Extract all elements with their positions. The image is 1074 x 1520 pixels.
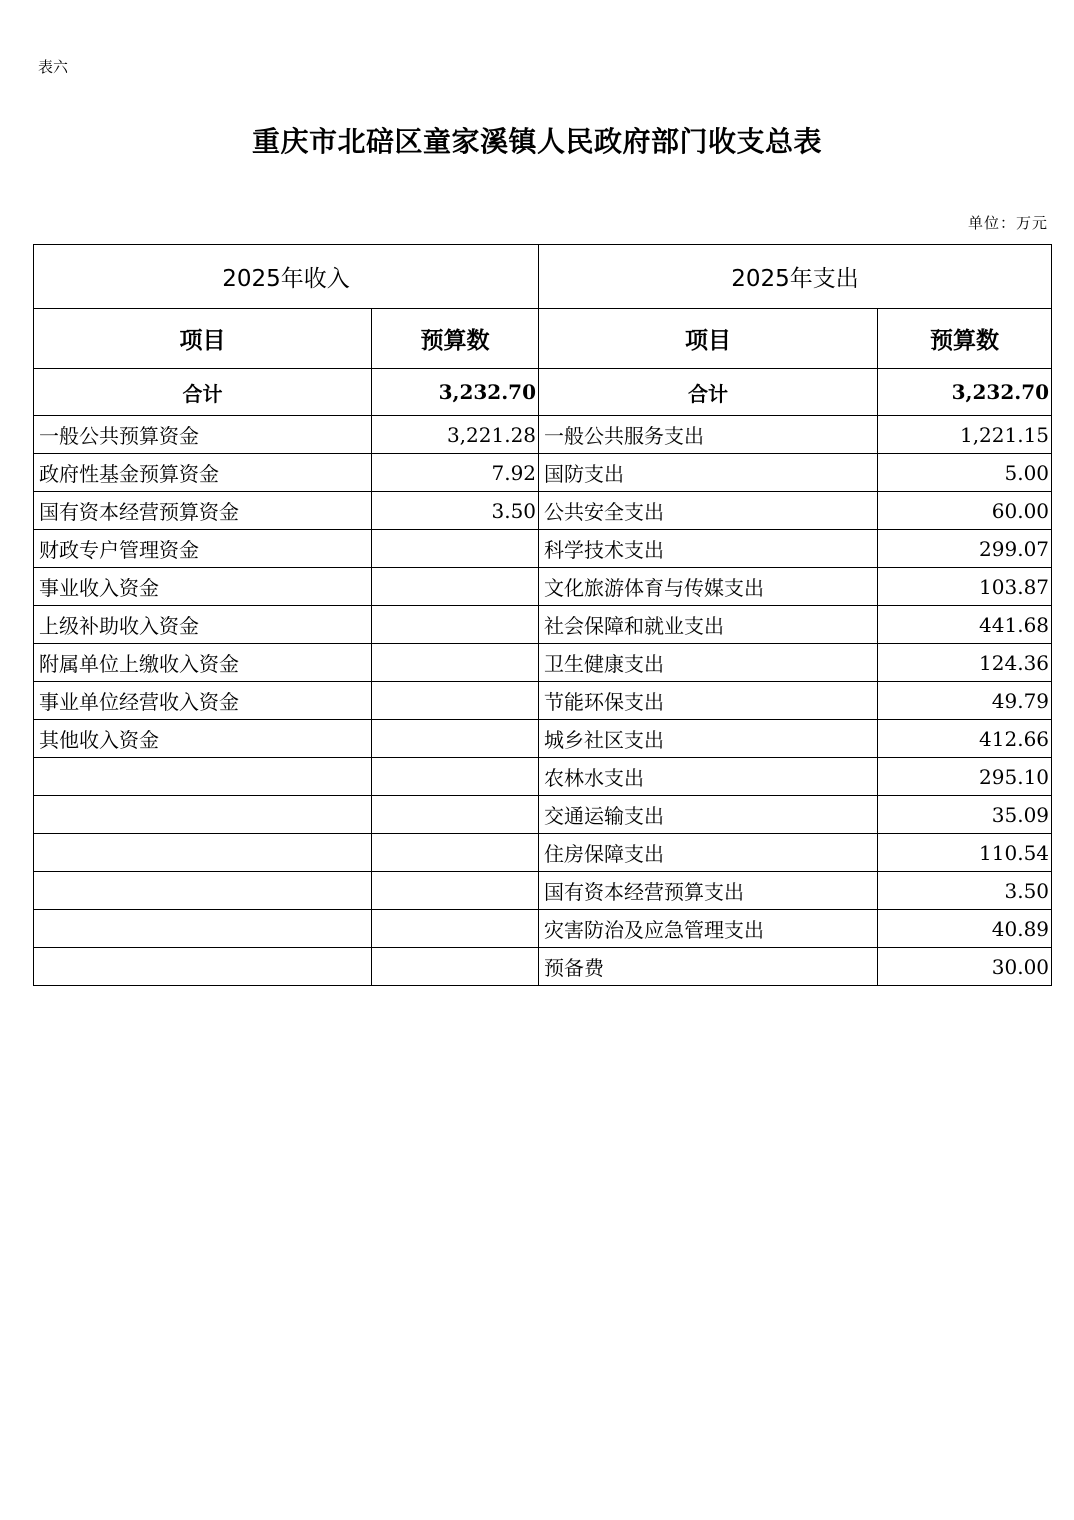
budget-summary-table xyxy=(33,244,1052,986)
income-value-cell: 7.92 xyxy=(372,454,539,492)
expense-value-cell: 441.68 xyxy=(878,606,1052,644)
table-row xyxy=(34,644,1052,682)
income-value-cell xyxy=(372,606,539,644)
table-row xyxy=(34,872,1052,910)
expense-item-column-header: 项目 xyxy=(539,309,878,369)
income-item-cell: 其他收入资金 xyxy=(34,720,372,758)
expense-value-cell: 49.79 xyxy=(878,682,1052,720)
expense-value-cell: 1,221.15 xyxy=(878,416,1052,454)
expense-item-cell: 国防支出 xyxy=(539,454,878,492)
expense-value-cell: 103.87 xyxy=(878,568,1052,606)
income-item-cell xyxy=(34,834,372,872)
unit-label: 单位：万元 xyxy=(967,214,1048,232)
income-value-cell xyxy=(372,530,539,568)
income-value-cell: 3.50 xyxy=(372,492,539,530)
expense-total-value: 3,232.70 xyxy=(878,369,1052,416)
income-item-cell: 事业单位经营收入资金 xyxy=(34,682,372,720)
income-value-cell xyxy=(372,644,539,682)
table-row xyxy=(34,758,1052,796)
expense-value-cell: 124.36 xyxy=(878,644,1052,682)
expense-budget-column-header: 预算数 xyxy=(878,309,1052,369)
income-value-cell xyxy=(372,872,539,910)
income-budget-column-header: 预算数 xyxy=(372,309,539,369)
income-total-value: 3,232.70 xyxy=(372,369,539,416)
expense-value-cell: 30.00 xyxy=(878,948,1052,986)
section-header-row xyxy=(34,245,1052,309)
income-value-cell xyxy=(372,834,539,872)
expense-item-cell: 一般公共服务支出 xyxy=(539,416,878,454)
expense-item-cell: 国有资本经营预算支出 xyxy=(539,872,878,910)
expense-item-cell: 城乡社区支出 xyxy=(539,720,878,758)
expense-item-cell: 卫生健康支出 xyxy=(539,644,878,682)
income-item-cell: 政府性基金预算资金 xyxy=(34,454,372,492)
expense-value-cell: 35.09 xyxy=(878,796,1052,834)
income-item-cell xyxy=(34,872,372,910)
expense-value-cell: 299.07 xyxy=(878,530,1052,568)
table-row xyxy=(34,834,1052,872)
expense-item-cell: 社会保障和就业支出 xyxy=(539,606,878,644)
table-row xyxy=(34,416,1052,454)
expense-item-cell: 灾害防治及应急管理支出 xyxy=(539,910,878,948)
income-item-cell xyxy=(34,758,372,796)
income-value-cell xyxy=(372,568,539,606)
column-header-row xyxy=(34,309,1052,369)
income-item-cell xyxy=(34,796,372,834)
income-item-cell: 事业收入资金 xyxy=(34,568,372,606)
page-title: 重庆市北碚区童家溪镇人民政府部门收支总表 xyxy=(251,125,822,158)
table-row xyxy=(34,948,1052,986)
income-item-cell xyxy=(34,948,372,986)
income-total-label: 合计 xyxy=(34,369,372,416)
table-row xyxy=(34,530,1052,568)
income-item-cell: 附属单位上缴收入资金 xyxy=(34,644,372,682)
expense-item-cell: 科学技术支出 xyxy=(539,530,878,568)
expense-value-cell: 295.10 xyxy=(878,758,1052,796)
expense-item-cell: 农林水支出 xyxy=(539,758,878,796)
income-value-cell xyxy=(372,758,539,796)
table-label: 表六 xyxy=(38,58,69,76)
income-item-cell: 一般公共预算资金 xyxy=(34,416,372,454)
income-item-cell: 国有资本经营预算资金 xyxy=(34,492,372,530)
expense-total-label: 合计 xyxy=(539,369,878,416)
expense-item-cell: 节能环保支出 xyxy=(539,682,878,720)
income-value-cell xyxy=(372,720,539,758)
expense-item-cell: 交通运输支出 xyxy=(539,796,878,834)
expense-value-cell: 40.89 xyxy=(878,910,1052,948)
expense-item-cell: 住房保障支出 xyxy=(539,834,878,872)
table-row xyxy=(34,568,1052,606)
expense-item-cell: 公共安全支出 xyxy=(539,492,878,530)
table-row xyxy=(34,720,1052,758)
income-item-cell: 财政专户管理资金 xyxy=(34,530,372,568)
income-value-cell xyxy=(372,796,539,834)
income-item-cell xyxy=(34,910,372,948)
expense-value-cell: 5.00 xyxy=(878,454,1052,492)
income-value-cell xyxy=(372,948,539,986)
table-row xyxy=(34,454,1052,492)
expense-item-cell: 文化旅游体育与传媒支出 xyxy=(539,568,878,606)
income-value-cell xyxy=(372,682,539,720)
income-item-column-header: 项目 xyxy=(34,309,372,369)
table-row xyxy=(34,682,1052,720)
table-row xyxy=(34,910,1052,948)
table-row xyxy=(34,606,1052,644)
income-value-cell: 3,221.28 xyxy=(372,416,539,454)
expense-value-cell: 60.00 xyxy=(878,492,1052,530)
expense-item-cell: 预备费 xyxy=(539,948,878,986)
table-row xyxy=(34,796,1052,834)
expense-value-cell: 3.50 xyxy=(878,872,1052,910)
table-row xyxy=(34,492,1052,530)
income-value-cell xyxy=(372,910,539,948)
income-section-header: 2025年收入 xyxy=(34,245,539,309)
income-item-cell: 上级补助收入资金 xyxy=(34,606,372,644)
expense-section-header: 2025年支出 xyxy=(539,245,1052,309)
expense-value-cell: 412.66 xyxy=(878,720,1052,758)
total-row xyxy=(34,369,1052,416)
expense-value-cell: 110.54 xyxy=(878,834,1052,872)
